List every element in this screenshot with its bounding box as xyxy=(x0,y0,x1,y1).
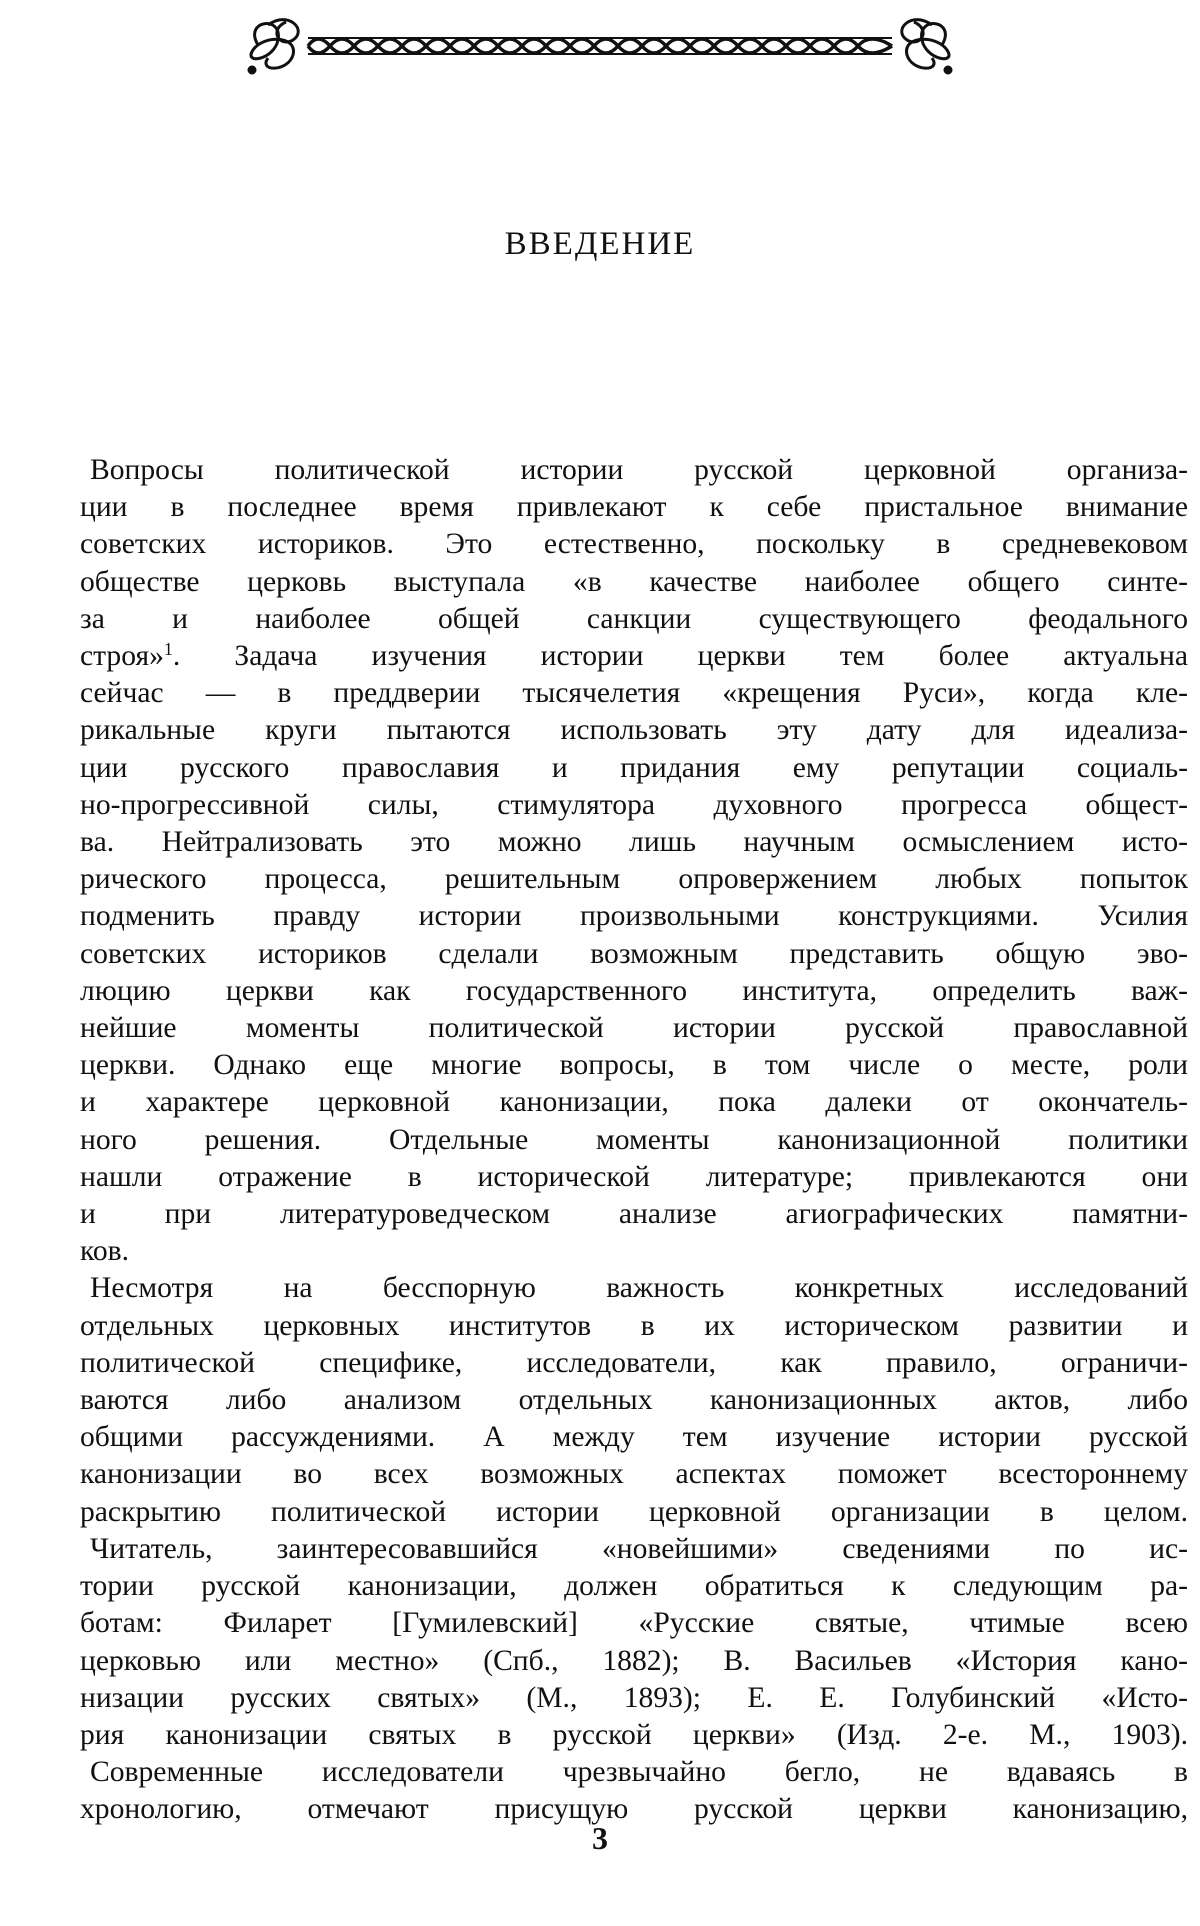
text-fragment: строя» xyxy=(80,640,164,673)
text-line: за и наиболее общей санкции существующего феодального xyxy=(80,602,1188,635)
body-text xyxy=(70,452,1188,1829)
text-line: хронологию, отмечают присущую русской церкви канонизацию, xyxy=(80,1793,1188,1826)
text-line: Читатель, заинтересовавшийся «новейшими» сведениями по ис- xyxy=(90,1532,1188,1565)
text-fragment: . Задача изучения истории церкви тем более актуальна xyxy=(172,640,1188,673)
text-line: церкви. Однако еще многие вопросы, в том числе о месте, роли xyxy=(80,1049,1188,1082)
text-line: нейшие моменты политической истории русской православной xyxy=(80,1012,1188,1045)
text-line: ботам: Филарет [Гумилевский] «Русские святые, чтимые всею xyxy=(80,1607,1188,1640)
text-line: советских историков. Это естественно, поскольку в средневековом xyxy=(80,528,1188,561)
text-line: общими рассуждениями. А между тем изучение истории русской xyxy=(80,1421,1188,1454)
text-line: ков. xyxy=(80,1235,130,1268)
text-line: отдельных церковных институтов в их историческом развитии и xyxy=(80,1309,1188,1342)
text-line: рикальные круги пытаются использовать эту дату для идеализа- xyxy=(80,714,1188,747)
text-line: церковью или местно» (Спб., 1882); В. Васильев «История кано- xyxy=(80,1644,1188,1677)
text-line-with-footnote xyxy=(70,638,1188,675)
text-line: Несмотря на бесспорную важность конкретных исследований xyxy=(90,1272,1188,1305)
text-line: ва. Нейтрализовать это можно лишь научным осмыслением исто- xyxy=(80,826,1188,859)
paragraph-2 xyxy=(70,1270,1188,1530)
text-line: нашли отражение в исторической литературе; привлекаются они xyxy=(80,1160,1188,1193)
text-line: люцию церкви как государственного института, определить важ- xyxy=(80,974,1188,1007)
footnote-marker: 1 xyxy=(163,639,173,660)
text-line: Современные исследователи чрезвычайно бегло, не вдаваясь в xyxy=(90,1756,1188,1789)
chapter-title: ВВЕДЕНИЕ xyxy=(504,226,696,262)
text-line: ции в последнее время привлекают к себе пристальное внимание xyxy=(80,491,1188,524)
text-line: тории русской канонизации, должен обратиться к следующим ра- xyxy=(80,1570,1188,1603)
text-line: раскрытию политической истории церковной организации в целом. xyxy=(80,1495,1188,1528)
text-line: ваются либо анализом отдельных канонизационных актов, либо xyxy=(80,1384,1188,1417)
text-line: ции русского православия и придания ему репутации социаль- xyxy=(80,751,1188,784)
text-line: низации русских святых» (М., 1893); Е. Е. Голубинский «Исто- xyxy=(80,1681,1188,1714)
page-number: 3 xyxy=(592,1820,608,1856)
text-line: политической специфике, исследователи, как правило, ограничи- xyxy=(80,1346,1188,1379)
text-line: и характере церковной канонизации, пока далеки от окончатель- xyxy=(80,1086,1188,1119)
text-line: подменить правду истории произвольными конструкциями. Усилия xyxy=(80,900,1188,933)
text-line: рия канонизации святых в русской церкви» (Изд. 2-е. М., 1903). xyxy=(80,1718,1188,1751)
text-line: обществе церковь выступала «в качестве наиболее общего синте- xyxy=(80,565,1188,598)
text-line: сейчас — в преддверии тысячелетия «крещения Руси», когда кле- xyxy=(80,677,1188,710)
text-line: Вопросы политической истории русской церковной организа- xyxy=(90,454,1188,486)
decorative-ornament xyxy=(238,10,962,80)
text-line: и при литературоведческом анализе агиографических памятни- xyxy=(80,1198,1188,1231)
text-line: но-прогрессивной силы, стимулятора духовного прогресса общест- xyxy=(80,788,1188,821)
paragraph-3 xyxy=(70,1531,1188,1754)
paragraph-1 xyxy=(70,452,1188,1270)
text-line: ного решения. Отдельные моменты канонизационной политики xyxy=(80,1123,1188,1156)
paragraph-4 xyxy=(70,1754,1188,1828)
text-line: канонизации во всех возможных аспектах поможет всестороннему xyxy=(80,1458,1188,1491)
text-line: рического процесса, решительным опровержением любых попыток xyxy=(80,863,1188,896)
text-line: советских историков сделали возможным представить общую эво- xyxy=(80,937,1188,970)
